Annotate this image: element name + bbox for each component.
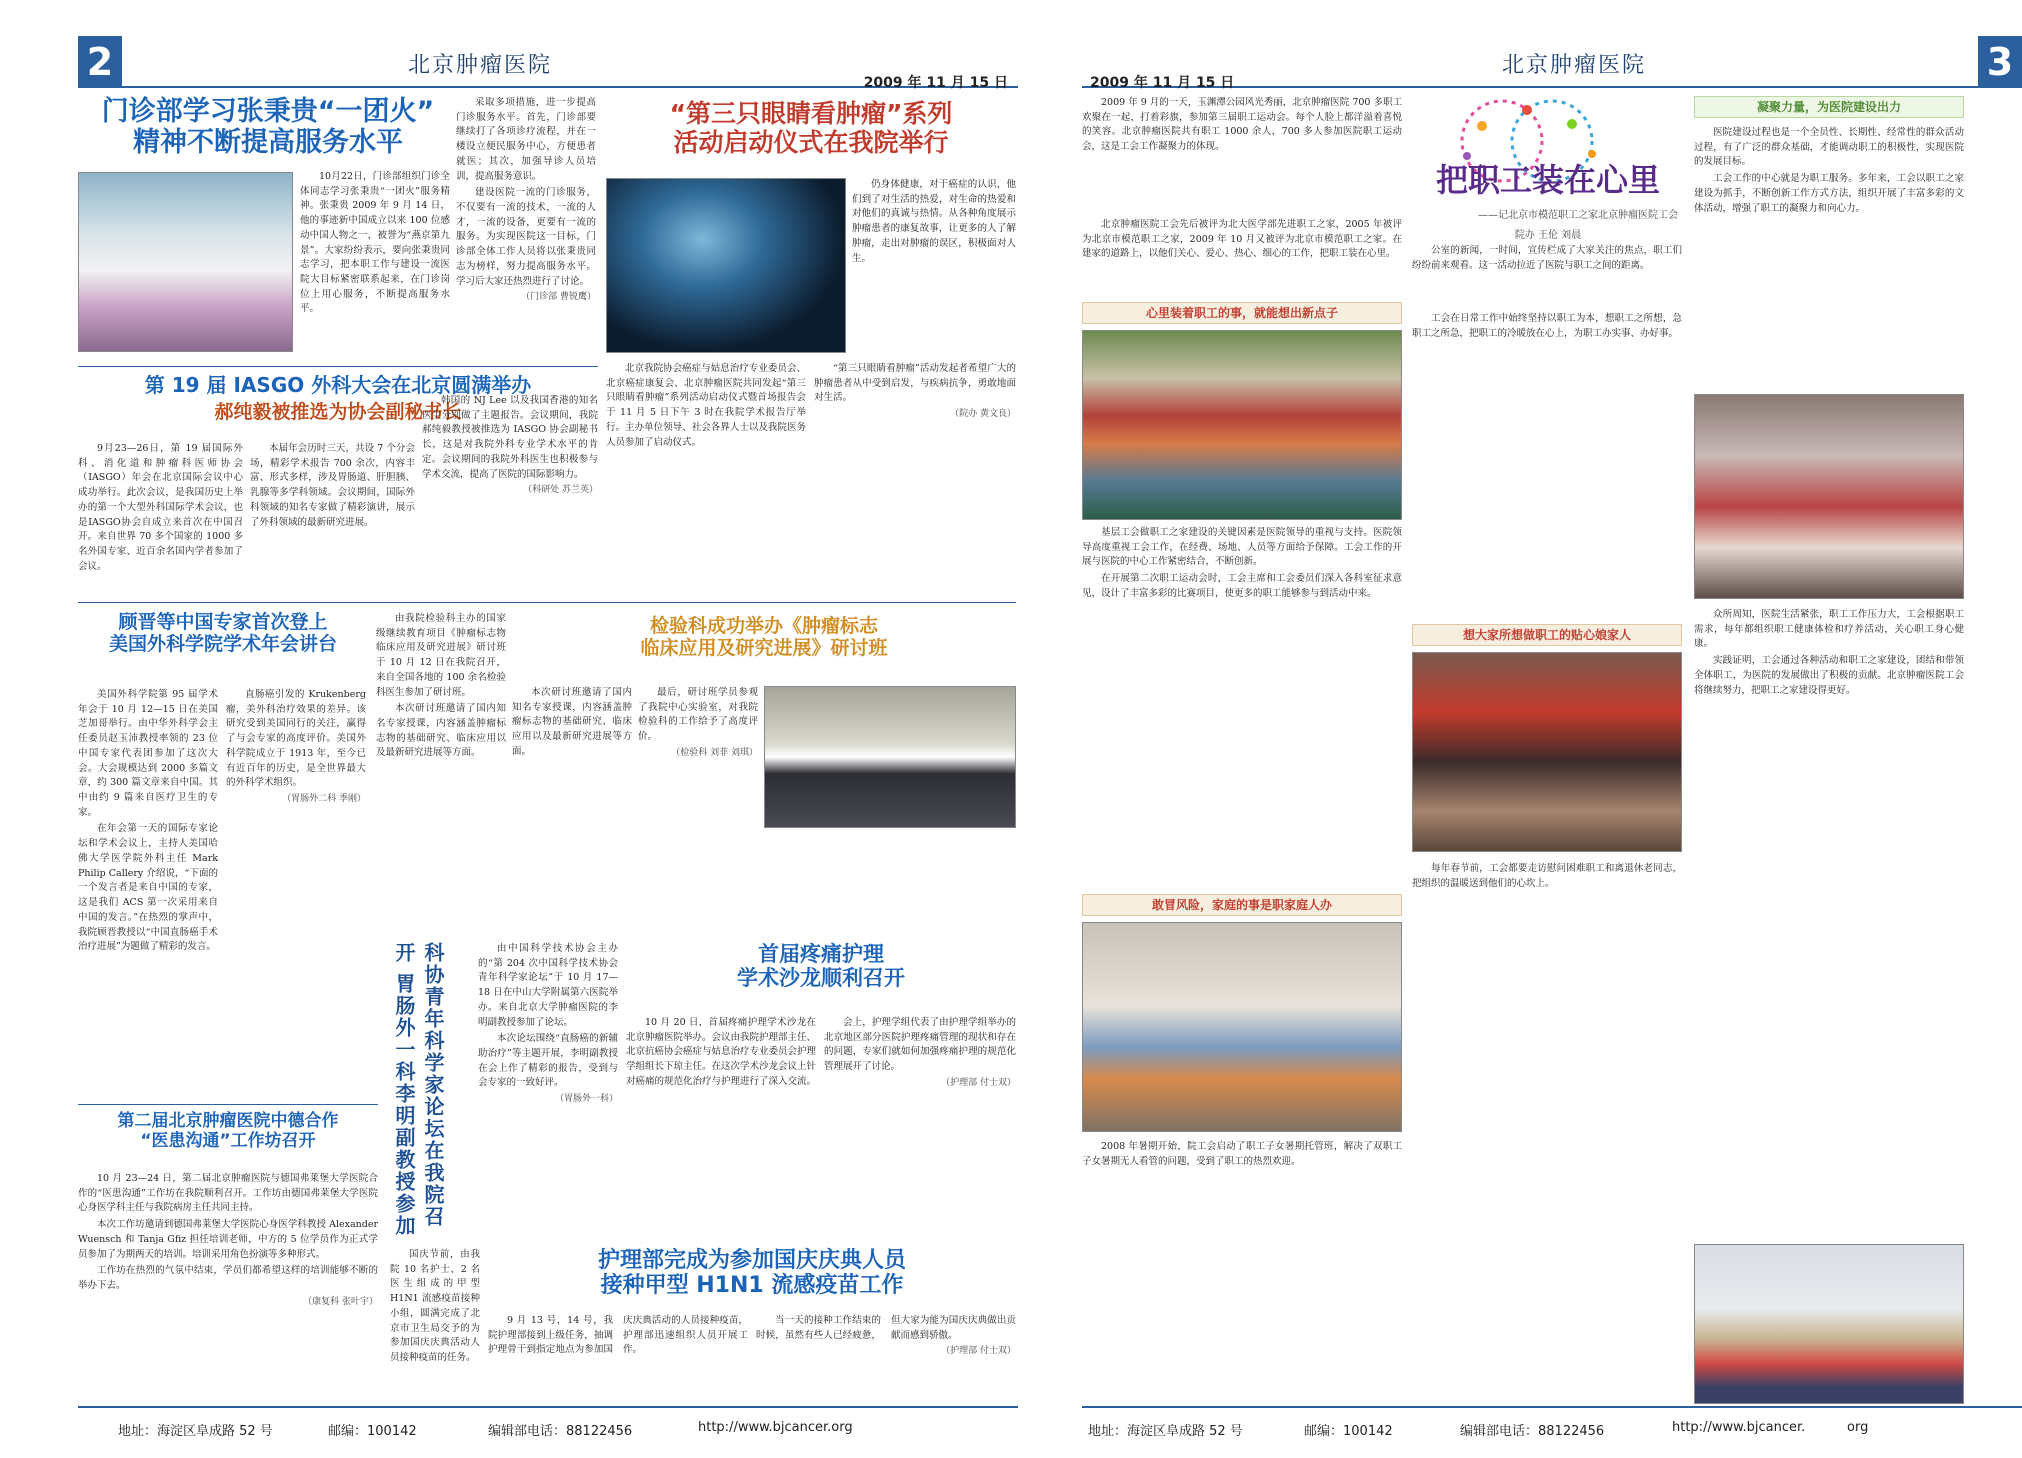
feature-col-left-4: 2008 年暑期开始，院工会启动了职工子女暑期托管班，解决了双职工子女暑期无人看管的问题，受到了职工的热烈欢迎。 [1082, 1141, 1402, 1167]
third-eye-body-col1: 北京我院协会癌症与姑息治疗专业委员会、北京癌症康复会、北京肿瘤医院共同发起“第三只眼睛看肿瘤”系列活动启动仪式暨首场报告会于 11 月 5 日下午 3 时在我院学术报告厅举行。主办单位领导、社会各界人士以及我院医务人员参加了启动仪式。 [606, 363, 806, 448]
youth-body-col1: 由中国科学技术协会主办的“第 204 次中国科学技术协会青年科学家论坛”于 10 月 17—18 日在中山大学附属第六医院举办。来自北京大学肿瘤医院的李明副教授参加了论坛。 本次论坛围绕“直肠癌的新辅助治疗”等主题开展，李明副教授在会上作了精彩的报告，受到与会专家的一致好评。 （胃肠外一科） [478, 943, 618, 1105]
experts-body-col3: 直肠癌引发的 Krukenberg 瘤，美外科治疗效果的差异。该研究受到美国同行的关注，赢得了与会专家的高度评价。美国外科学院成立于 1913 年，至今已有近百年的历史，是全世界最大的外科学术组织。 （胃肠外二科 季刚） [226, 689, 366, 805]
outpatient-headline [78, 96, 458, 160]
feature-subtitle: ——记北京市模范职工之家北京肿瘤医院工会 [1478, 210, 1678, 221]
masthead-left [78, 36, 1018, 91]
footer-right [1082, 1406, 2022, 1442]
feature-col-right-3: 众所周知，医院生活紧张，职工工作压力大，工会根据职工需求，每年都组织职工健康体检和疗养活动，关心职工身心健康。 实践证明，工会通过各种活动和职工之家建设，团结和带领全体职工，为医院的发展做出了积极的贡献。北京肿瘤医院工会将继续努力，把职工之家建设得更好。 [1694, 609, 1964, 696]
group-photo [764, 686, 1016, 828]
lab-body-col2: 本次研讨班邀请了国内知名专家授课，内容涵盖肿瘤标志物的基础研究、临床应用以及最新研究进展等方面。 [512, 687, 632, 757]
divider [78, 366, 598, 367]
kids-photo [1082, 922, 1402, 1132]
headline-line1: 门诊部学习张秉贵“一团火” [101, 96, 435, 127]
lecture-photo [606, 178, 846, 353]
iasgo-body-col1: 9月23—26日，第 19 届国际外科、消化道和肿瘤科医师协会（IASGO）年会在北京国际会议中心成功举行。此次会议，是我国历史上举办的第一个大型外科国际学术会议，也是IASGO协会自成立来首次在中国召开。来自世界 70 多个国家的 1000 多名外国专家、近百余名国内学者参加了会议。 [78, 443, 243, 572]
outpatient-body-col2: 采取多项措施，进一步提高门诊服务水平。首先，门诊部要继续打了各项诊疗流程，并在一楼设立便民服务中心，方便患者就医；其次，加强导诊人员培训，提高服务意识。 建设医院一流的门诊服务，不仅要有一流的技术，一流的人才，一流的设备，更要有一流的服务。为实现医院这一目标，门诊部全体工作人员将以张秉贵同志为榜样，努力提高服务水平。学习后大家还热烈进行了讨论。 （门诊部 曹锐鹰） [456, 97, 596, 303]
section-banner-top: 凝聚力量，为医院建设出力 [1694, 96, 1964, 118]
feature-title: 把职工装在心里 [1435, 161, 1660, 199]
feature-col-left-1: 北京肿瘤医院工会先后被评为北大医学部先进职工之家，2005 年被评为北京市模范职工之家，2009 年 10 月又被评为北京市模范职工之家。在建家的道路上，以他们关心、爱心、热心、细心的工作，把职工装在心里。 [1082, 219, 1402, 260]
issue-date: 2009 年 11 月 15 日 [1090, 75, 1235, 91]
third-eye-headline: “第三只眼睛看肿瘤”系列 活动启动仪式在我院举行 [669, 99, 953, 157]
h1n1-headline: 护理部完成为参加国庆庆典人员 接种甲型 H1N1 流感疫苗工作 [597, 1248, 906, 1299]
lab-body-col1: 由我院检验科主办的国家级继续教育项目《肿瘤标志物临床应用及研究进展》研讨班于 10 月 12 日在我院召开，来自全国各地的 100 余名检验科医生参加了研讨班。 本次研讨班邀请了国内知名专家授课，内容涵盖肿瘤标志物的基础研究、临床应用以及最新研究进展等方面。 [376, 613, 506, 759]
pain-body-col2: 会上，护理学组代表了由护理学组举办的北京地区部分医院护理疼痛管理的现状和存在的问题，专家们就如何加强疼痛护理的规范化管理展开了讨论。 （护理部 付士双） [824, 1017, 1016, 1088]
square-photo [1694, 1244, 1964, 1404]
iasgo-body-col3: 韩国的 NJ Lee 以及我国香港的知名医生分别做了主题报告。会议期间，我院郝纯毅教授被推选为 IASGO 协会副秘书长，这是对我院外科专业学术水平的肯定。会议期间的我院外科医生也积极参与学术交流，提高了医院的国际影响力。 （科研处 苏兰英） [422, 395, 598, 496]
award-photo [1694, 394, 1964, 599]
pain-headline: 首届疼痛护理 学术沙龙顺利召开 [737, 942, 905, 991]
footer-address: 地址：海淀区阜成路 52 号 [118, 1424, 273, 1439]
banner-1: 心里装着职工的事，就能想出新点子 [1082, 302, 1402, 324]
lab-headline: 检验科成功举办《肿瘤标志 临床应用及研究进展》研讨班 [640, 615, 888, 659]
feature-col-mid-2: 工会在日常工作中始终坚持以职工为本，想职工之所想，急职工之所急，把职工的冷暖放在心上，为职工办实事、办好事。 [1412, 313, 1682, 339]
footer-url-tail[interactable]: org [1847, 1420, 1869, 1435]
pain-body-col1: 10 月 20 日，首届疼痛护理学术沙龙在北京肿瘤医院举办。会议由我院护理部主任、北京抗癌协会癌症与姑息治疗专业委员会护理学组组长下琼主任。在这次学术沙龙会议上针对癌痛的规范化治疗与护理进行了深入交流。 [626, 1017, 817, 1087]
paper-name: 北京肿瘤医院 [408, 53, 553, 78]
footer-postcode: 邮编：100142 [328, 1424, 417, 1439]
experts-headline: 顾晋等中国专家首次登上 美国外科学院学术年会讲台 [108, 611, 337, 655]
page-number: 3 [1978, 36, 2022, 88]
footer-postcode: 邮编：100142 [1304, 1424, 1393, 1439]
footer-phone: 编辑部电话：88122456 [488, 1424, 633, 1439]
sino-german-body: 10 月 23—24 日，第二届北京肿瘤医院与德国弗莱堡大学医院合作的“医患沟通”工作坊在我院顺利召开。工作坊由德国弗莱堡大学医院心身医学科主任与我院病房主任共同主持。 本次工作坊邀请到德国弗莱堡大学医院心身医学科教授 Alexander Wuensch 和 Tanja Gfiz 担任培训老师，中方的 5 位学员作为正式学员参加了为期两天的培训。培训采用角色扮演等多种形式。 工作坊在热烈的气氛中结束，学员们都希望这样的培训能够不断的举办下去。 （康复科 张叶宇） [78, 1173, 378, 1307]
lab-body-col3: 最后，研讨班学员参观了我院中心实验室，对我院检验科的工作给予了高度评价。 （检验科 刘菲 刘琪） [638, 687, 758, 758]
footer-phone: 编辑部电话：88122456 [1460, 1424, 1605, 1439]
footer-address: 地址：海淀区阜成路 52 号 [1088, 1424, 1243, 1439]
iasgo-headline: 第 19 届 IASGO 外科大会在北京圆满举办 郝纯毅被推选为协会副秘书长 [144, 373, 532, 423]
feature-col-mid-1: 公室的新闻，一时间，宣传栏成了大家关注的焦点，职工们纷纷前来观看。这一活动拉近了医院与职工之间的距离。 [1412, 245, 1682, 271]
party-photo [1412, 652, 1682, 852]
footer-url[interactable]: http://www.bjcancer. [1672, 1420, 1806, 1435]
h1n1-body-col3: 当一天的接种工作结束的时候，虽然有些人已经疲惫，但大家为能为国庆庆典做出贡献而感到骄傲。 （护理部 付士双） [756, 1315, 1016, 1357]
feature-col-mid-3: 每年春节前，工会都要走访慰问困难职工和离退休老同志，把组织的温暖送到他们的心坎上。 [1412, 863, 1682, 889]
feature-col-right-1: 医院建设过程也是一个全员性、长期性、经常性的群众活动过程，有了广泛的群众基础，才能调动职工的积极性，实现医院的发展目标。 工会工作的中心就是为职工服务。多年来，工会以职工之家建设为抓手，不断创新工作方式方法，组织开展了丰富多彩的文体活动，增强了职工的凝聚力和向心力。 [1694, 127, 1964, 214]
outpatient-body-col1: 10月22日，门诊部组织门诊全体同志学习张秉贵“一团火”服务精神。张秉贵 2009 年 9 月 14 日，他的事迹新中国成立以来 100 位感动中国人物之一，被誉为“燕京第九景”。大家纷纷表示，要向张秉贵同志学习，把本职工作与建设一流医院大目标紧密联系起来，在门诊岗位上用心服务，不断提高服务水平。 [300, 171, 450, 315]
issue-date: 2009 年 11 月 15 日 [863, 75, 1008, 91]
section-divider [78, 602, 1016, 603]
h1n1-body-col1: 国庆节前，由我院 10 名护士、2 名医生组成的甲型 H1N1 流感疫苗接种小组，圆满完成了北京市卫生局交予的为参加国庆庆典活动人员接种疫苗的任务。 [390, 1249, 480, 1364]
footer-url[interactable]: http://www.bjcancer.org [698, 1420, 853, 1435]
divider [78, 1104, 378, 1105]
experts-body-col1: 美国外科学院第 95 届学术年会于 10 月 12—15 日在美国芝加哥举行。由中华外科学会主任委员赵玉沛教授率领的 23 位中国专家代表团参加了这次大会。大会规模达到 2000 多篇文章，约 300 篇文章来自中国。其中由约 9 篇来自医疗卫生的专家。 在年会第一天的国际专家论坛和学术会议上，主持人美国哈佛大学医学院外科主任 Mark Philip Callery 介绍说，“下面的一个发言者是来自中国的专家，这是我们 ACS 第一次采用来自中国的发言。”在热烈的掌声中，我院顾晋教授以“中国直肠癌手术治疗进展”为题做了精彩的发言。 [78, 689, 218, 953]
third-eye-body-col3: “第三只眼睛看肿瘤”活动发起者希望广大的肿瘤患者从中受到启发，与疾病抗争，勇敢地面对生活。 （院办 黄文良） [814, 363, 1016, 420]
third-eye-body-col2: 仍身体健康，对于癌症的认识，他们到了对生活的热爱，对生命的热爱和对他们的真诚与热情。从各种角度展示肿瘤患者的康复故事，让更多的人了解肿瘤，走出对肿瘤的误区，积极面对人生。 [852, 179, 1016, 264]
feature-title-box [1418, 162, 1678, 202]
iasgo-body-col2: 本届年会历时三天，共设 7 个分会场，精彩学术报告 700 余次，内容丰富、形式多样，涉及胃肠道、肝胆胰、乳腺等多学科领域。会议期间，国际外科领域的知名专家做了精彩演讲，展示了外科领域的最新研究进展。 [250, 443, 415, 528]
footer-left [78, 1406, 1018, 1442]
paper-name: 北京肿瘤医院 [1502, 53, 1647, 78]
page-number: 2 [78, 36, 122, 88]
headline-line2: 精神不断提高服务水平 [133, 127, 403, 159]
right-page [1082, 22, 2022, 1442]
feature-intro: 2009 年 9 月的一天，玉渊潭公园风光秀丽，北京肿瘤医院 700 多职工欢聚在一起，打着彩旗，参加第三届职工运动会。每个人脸上都洋溢着喜悦的笑容。北京肿瘤医院共有职工 1000 余人，700 多人参加医院职工运动会，这是工会工作凝聚力的体现。 [1082, 97, 1402, 153]
banner-2: 想大家所想做职工的贴心娘家人 [1412, 624, 1682, 646]
masthead-right [1082, 36, 2022, 91]
youth-vertical-title: 科协青年科学家论坛在我院召开 胃肠外一科李明副教授参加 [392, 942, 445, 1237]
feature-authors: 院办 王伦 刘晨 [1514, 230, 1582, 241]
h1n1-body-col2: 9 月 13 号，14 号，我院护理部接到上级任务，抽调护理骨干到指定地点为参加国庆庆典活动的人员接种疫苗，护理部迅速组织人员开展工作。 [488, 1315, 748, 1356]
banner-3: 敢冒风险，家庭的事是职家庭人办 [1082, 894, 1402, 916]
clinic-photo [78, 172, 293, 352]
sports-meet-photo [1082, 330, 1402, 520]
left-page [78, 22, 1018, 1442]
sino-german-headline: 第二届北京肿瘤医院中德合作 “医患沟通”工作坊召开 [117, 1111, 339, 1151]
feature-col-left-2: 基层工会做职工之家建设的关键因素是医院领导的重视与支持。医院领导高度重视工会工作，在经费、场地、人员等方面给予保障。工会工作的开展与医院的中心工作紧密结合，不断创新。 在开展第二次职工运动会时，工会主席和工会委员们深入各科室征求意见，设计了丰富多彩的比赛项目，使更多的职工能够参与到活动中来。 [1082, 527, 1402, 599]
